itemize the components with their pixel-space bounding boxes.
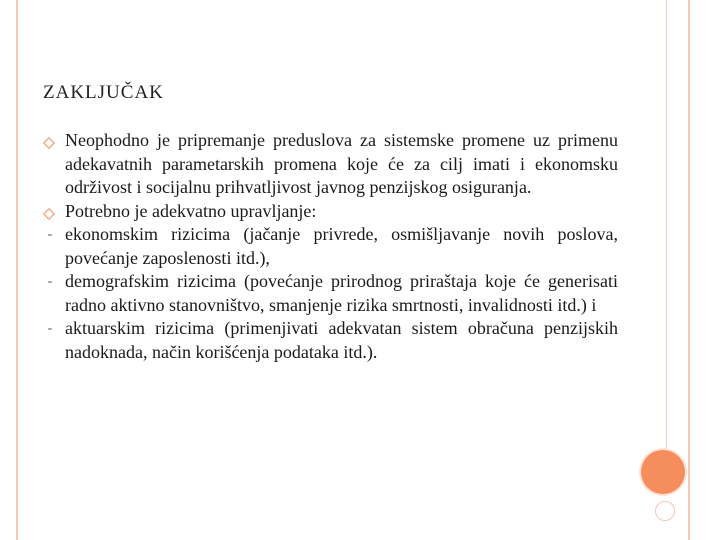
decorative-circle-small: [655, 501, 675, 521]
dash-bullet-icon: -: [47, 321, 53, 336]
slide-title: ZAKLJUČAK: [43, 82, 164, 103]
diamond-bullet-icon: [43, 129, 57, 152]
decorative-circle-large: [641, 450, 685, 494]
dash-item-text: ekonomskim rizicima (jačanje privrede, osmišljavanje novih poslova, povećanje zaposlenosti itd.),: [65, 224, 618, 268]
dash-item-text: aktuarskim rizicima (primenjivati adekvatan sistem obračuna penzijskih nadoknada, način korišćenja podataka itd.).: [65, 318, 618, 362]
bullet-text: Potrebno je adekvatno upravljanje:: [65, 200, 317, 221]
dash-item: [43, 317, 618, 364]
dash-item: [43, 270, 618, 317]
bullet-text: Neophodno je pripremanje preduslova za sistemske promene uz primenu adekavatnih parametarskih promena koje će za cilj imati i ekonomsku održivost i socijalnu prihvatljivost javnog penzijskog osiguranja.: [65, 130, 618, 197]
bullet-item: [43, 129, 618, 200]
dash-bullet-icon: -: [47, 274, 53, 289]
dash-item-text: demografskim rizicima (povećanje prirodnog priraštaja koje će generisati radno aktivno stanovništvo, smanjenje rizika smrtnosti, invalidnosti itd.) i: [65, 271, 618, 315]
decorative-line: [666, 0, 667, 452]
dash-item: [43, 223, 618, 270]
dash-bullet-icon: -: [47, 227, 53, 242]
diamond-bullet-icon: [43, 200, 57, 223]
slide-content: [43, 129, 618, 364]
bullet-item: [43, 200, 618, 224]
